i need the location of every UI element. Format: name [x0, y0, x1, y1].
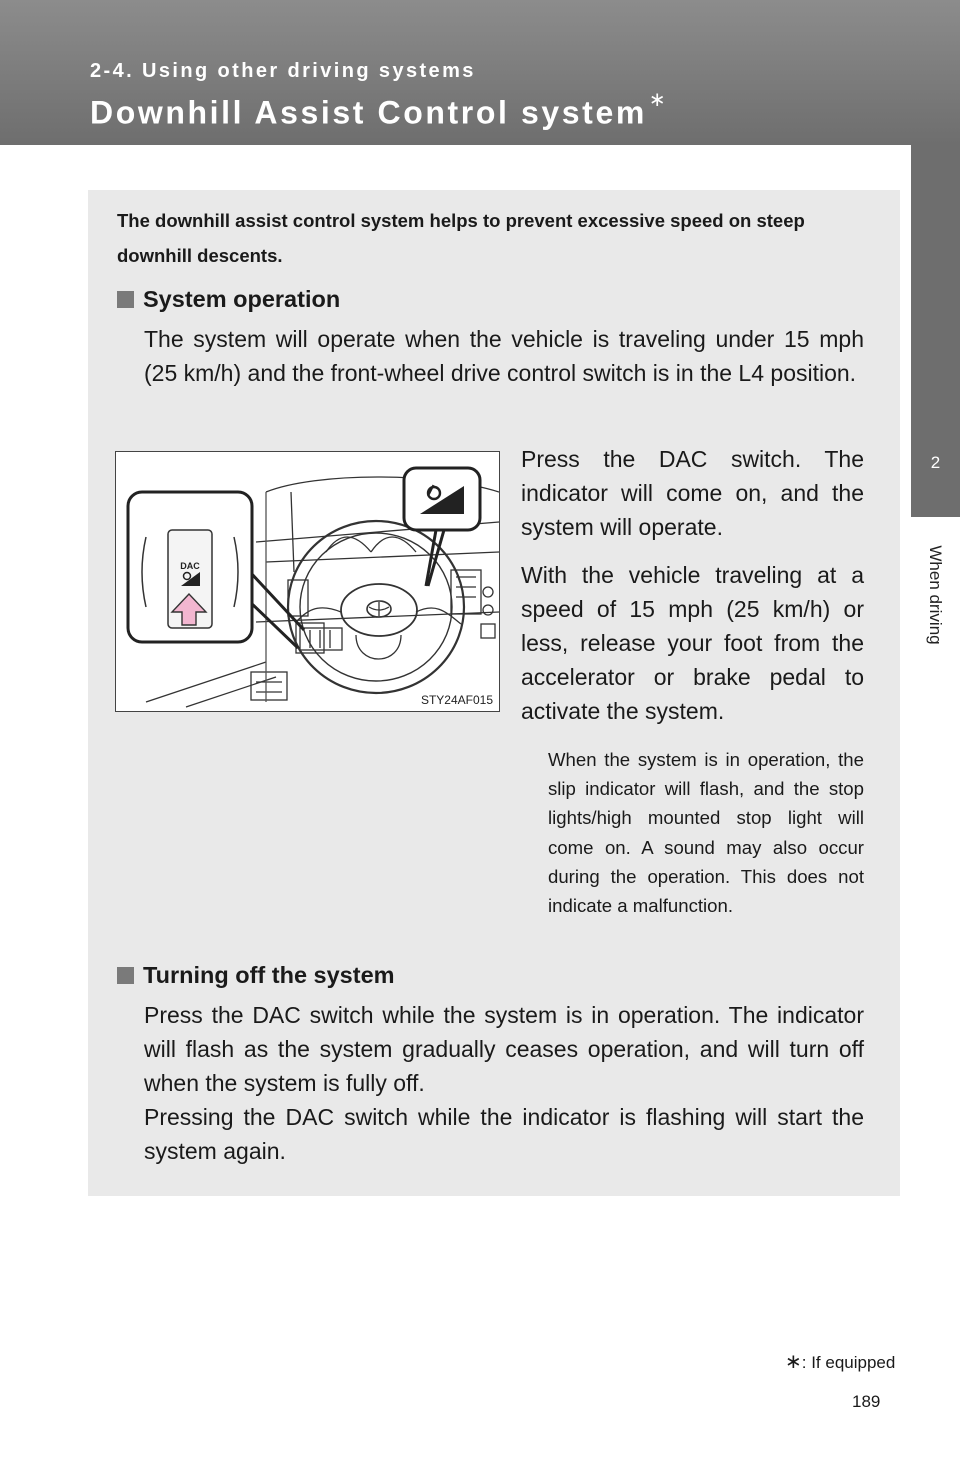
chapter-label: When driving	[926, 545, 945, 645]
system-operation-text: The system will operate when the vehicle is traveling under 15 mph (25 km/h) and the front-wheel drive control switch is in the L4 position.	[144, 326, 864, 386]
section-title: 2-4. Using other driving systems	[90, 60, 476, 82]
operation-note: When the system is in operation, the slip indicator will flash, and the stop lights/high mounted stop light will come on. A sound may also occur during the operation. This does not indicate a malfunction.	[548, 749, 864, 917]
chapter-tab: 2	[911, 145, 960, 517]
turning-off-heading-text: Turning off the system	[143, 962, 395, 988]
footnote-text: : If equipped	[801, 1353, 896, 1372]
dashboard-illustration	[116, 452, 499, 711]
intro-text: The downhill assist control system helps to prevent excessive speed on steep downhill descents.	[117, 210, 805, 266]
page-number: 189	[852, 1392, 881, 1411]
release-instruction: With the vehicle traveling at a speed of 15 mph (25 km/h) or less, release your foot from the accelerator or brake pedal to activate the system.	[521, 562, 864, 724]
figure-code: STY24AF015	[420, 693, 493, 707]
footnote	[785, 1349, 895, 1374]
dac-switch-figure	[115, 451, 500, 712]
press-instruction: Press the DAC switch. The indicator will come on, and the system will operate.	[521, 446, 864, 540]
page-header	[0, 0, 960, 145]
page-title-text: Downhill Assist Control system	[90, 94, 647, 131]
square-bullet-icon	[117, 967, 134, 984]
system-operation-heading-text: System operation	[143, 286, 341, 312]
system-operation-heading	[117, 286, 340, 313]
turning-off-text: Press the DAC switch while the system is in operation. The indicator will flash as the system gradually ceases operation, and will turn off when the system is fully off.	[144, 1002, 864, 1096]
footnote-mark: ∗	[785, 1351, 802, 1373]
if-equipped-mark: ∗	[648, 89, 669, 111]
turning-off-heading	[117, 962, 395, 989]
restart-text: Pressing the DAC switch while the indicator is flashing will start the system again.	[144, 1104, 864, 1164]
square-bullet-icon	[117, 291, 134, 308]
page-title	[90, 89, 669, 132]
dac-switch-label: DAC	[180, 561, 200, 571]
